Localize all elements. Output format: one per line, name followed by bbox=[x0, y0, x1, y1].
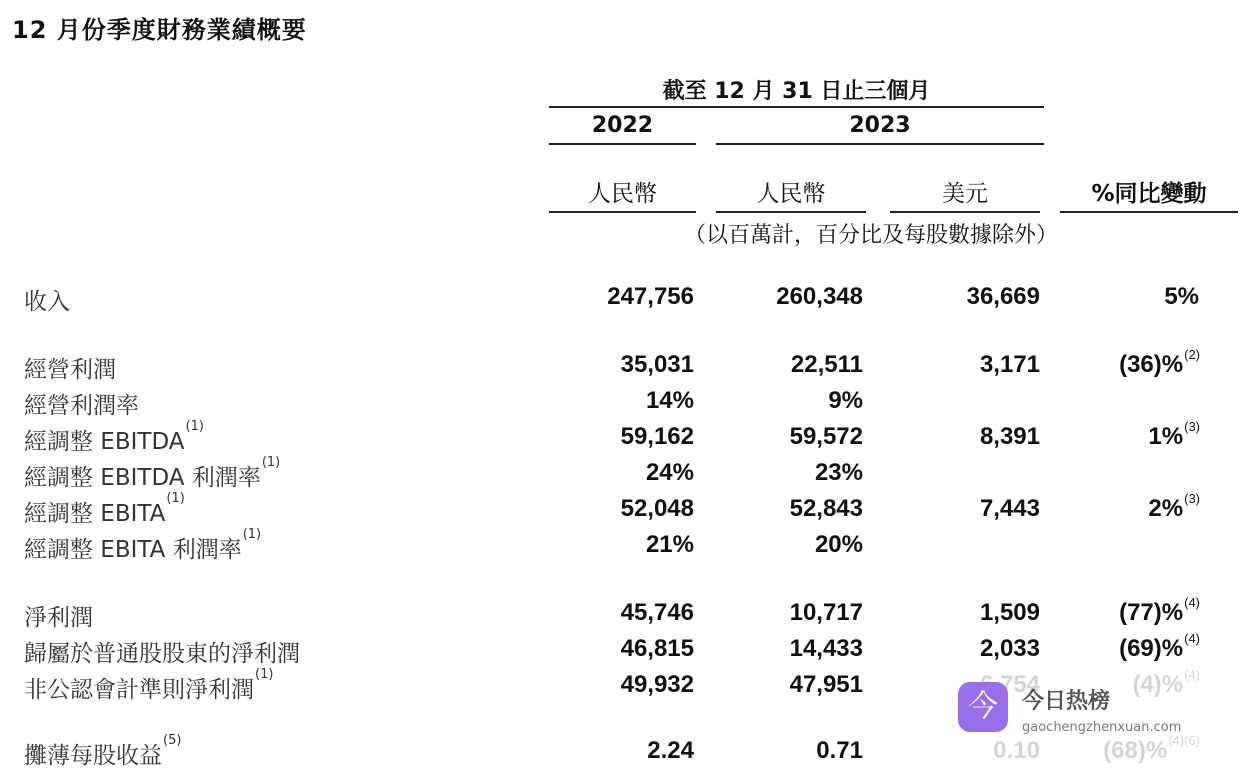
page-title: 12 月份季度財務業績概要 bbox=[12, 16, 307, 44]
row-label: 淨利潤 bbox=[24, 605, 93, 631]
value-2023-usd: 36,669 bbox=[966, 283, 1040, 310]
value-2023-rmb: 10,717 bbox=[789, 599, 863, 626]
value-2022: 14% bbox=[645, 387, 694, 414]
year-2022-rule bbox=[549, 143, 696, 145]
watermark bbox=[940, 668, 1225, 768]
value-2023-rmb: 52,843 bbox=[789, 495, 863, 522]
row-label: 經調整 EBITDA 利潤率$^{(1)}$ bbox=[24, 455, 281, 491]
value-2023-rmb: 20% bbox=[814, 531, 863, 558]
row-label: 經營利潤 bbox=[24, 357, 116, 383]
yoy-change bbox=[1199, 459, 1200, 487]
row-label: 經調整 EBITA 利潤率$^{(1)}$ bbox=[24, 527, 262, 563]
value-2023-rmb: 47,951 bbox=[789, 671, 863, 698]
watermark-url: gaochengzhenxuan.com bbox=[1022, 720, 1182, 735]
units-note: （以百萬計，百分比及每股數據除外） bbox=[684, 223, 1059, 248]
watermark-logo-icon: 今 bbox=[958, 682, 1008, 732]
yoy-change: (36)%$^{(2)}$ bbox=[1119, 347, 1200, 378]
value-2023-rmb: 0.71 bbox=[816, 737, 863, 764]
value-2022: 21% bbox=[645, 531, 694, 558]
value-2022: 247,756 bbox=[607, 283, 694, 310]
subheader-rule-2 bbox=[716, 211, 866, 213]
value-2023-rmb: 22,511 bbox=[790, 351, 863, 378]
table-row bbox=[0, 631, 1242, 669]
row-label: 收入 bbox=[24, 289, 70, 315]
period-rule bbox=[549, 106, 1044, 108]
table-row bbox=[0, 527, 1242, 565]
table-row bbox=[0, 455, 1242, 493]
table-row bbox=[0, 347, 1242, 385]
value-2023-usd: 7,443 bbox=[979, 495, 1040, 522]
table-row bbox=[0, 419, 1242, 457]
value-2023-rmb: 9% bbox=[828, 387, 863, 414]
value-2023-usd: 3,171 bbox=[979, 351, 1040, 378]
value-2022: 52,048 bbox=[620, 495, 694, 522]
value-2023-rmb: 23% bbox=[814, 459, 863, 486]
subheader-rule-1 bbox=[549, 211, 696, 213]
table-row bbox=[0, 491, 1242, 529]
value-2023-rmb: 59,572 bbox=[789, 423, 863, 450]
currency-header-rmb-2023: 人民幣 bbox=[756, 181, 826, 207]
yoy-change: 2%$^{(3)}$ bbox=[1148, 491, 1200, 522]
value-2023-usd: 2,033 bbox=[979, 635, 1040, 662]
watermark-name: 今日热榜 bbox=[1022, 689, 1111, 714]
table-row bbox=[0, 595, 1242, 633]
value-2023-rmb: 14,433 bbox=[789, 635, 863, 662]
table-row bbox=[0, 283, 1242, 317]
value-2022: 35,031 bbox=[620, 351, 694, 378]
year-2023: 2023 bbox=[849, 113, 911, 138]
value-2022: 59,162 bbox=[620, 423, 694, 450]
row-label: 歸屬於普通股股東的淨利潤 bbox=[24, 641, 300, 667]
yoy-change: 1%$^{(3)}$ bbox=[1148, 419, 1200, 450]
currency-header-rmb-2022: 人民幣 bbox=[588, 181, 657, 207]
value-2022: 45,746 bbox=[620, 599, 694, 626]
subheader-rule-4 bbox=[1060, 211, 1238, 213]
subheader-rule-3 bbox=[890, 211, 1040, 213]
yoy-change: (69)%$^{(4)}$ bbox=[1119, 631, 1200, 662]
row-label: 非公認會計準則淨利潤$^{(1)}$ bbox=[24, 667, 274, 703]
year-2022: 2022 bbox=[591, 113, 654, 138]
value-2023-usd: 8,391 bbox=[979, 423, 1040, 450]
value-2022: 49,932 bbox=[620, 671, 694, 698]
row-label: 經調整 EBITA$^{(1)}$ bbox=[24, 491, 185, 527]
yoy-change bbox=[1199, 531, 1200, 559]
table-row bbox=[0, 387, 1242, 421]
value-2023-usd: 1,509 bbox=[979, 599, 1040, 626]
period-header: 截至 12 月 31 日止三個月 bbox=[662, 79, 931, 104]
yoy-change-header: %同比變動 bbox=[1091, 181, 1207, 207]
yoy-change: 5% bbox=[1164, 283, 1199, 310]
row-label: 經調整 EBITDA$^{(1)}$ bbox=[24, 419, 204, 455]
value-2022: 46,815 bbox=[620, 635, 694, 662]
row-label: 攤薄每股收益$^{(5)}$ bbox=[24, 733, 182, 769]
value-2023-rmb: 260,348 bbox=[776, 283, 863, 310]
currency-header-usd: 美元 bbox=[942, 181, 988, 207]
yoy-change bbox=[1199, 387, 1200, 415]
row-label: 經營利潤率 bbox=[24, 393, 139, 419]
value-2022: 2.24 bbox=[647, 737, 694, 764]
yoy-change: (77)%$^{(4)}$ bbox=[1119, 595, 1200, 626]
year-2023-rule bbox=[716, 143, 1044, 145]
value-2022: 24% bbox=[645, 459, 694, 486]
